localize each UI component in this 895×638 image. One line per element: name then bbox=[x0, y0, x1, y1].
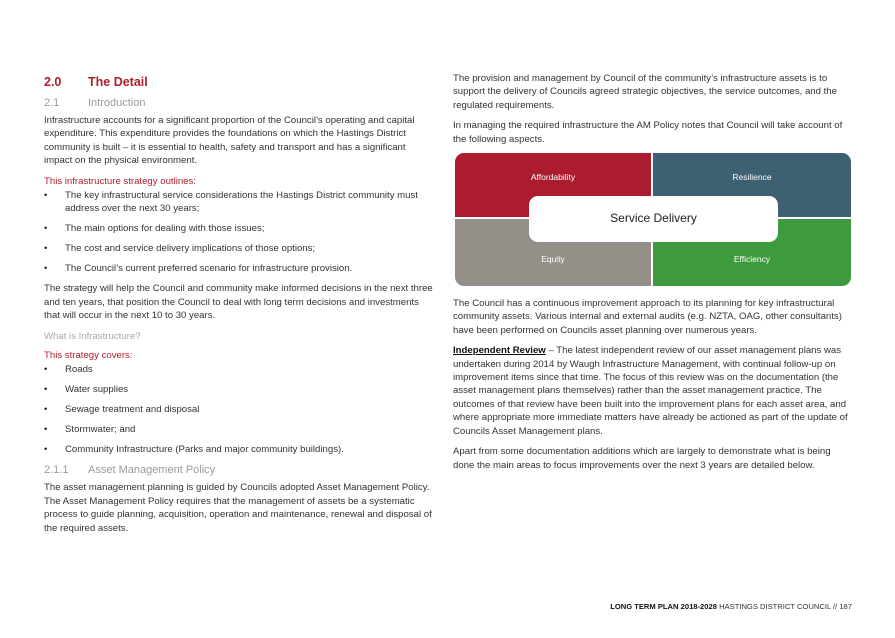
policy-paragraph: The asset management planning is guided by Councils adopted Asset Management Policy. The Asset Management Policy requires that the management of assets be a systematic process to guide planning, acquisition, operation and maintenance, renewal and disposal of the required assets. bbox=[44, 482, 432, 534]
list-item: • Roads bbox=[44, 363, 434, 376]
apart-paragraph: Apart from some documentation additions which are largely to demonstrate what is being done the main areas to focus improvements over the next 3 years are detailed below. bbox=[453, 446, 831, 471]
review-text: – The latest independent review of our asset management plans was undertaken during 2014 by Waugh Infrastructure Management, with continual follow-up on improvement items since that time. The focus of this review was on the documentation (the asset management plans themselves) rather than the asset management practice. The outcomes of that review have been built into the improvement plans for each asset area, and where appropriate more immediate matters have already be actioned as part of the update of Councils Asset Management plans. bbox=[453, 345, 848, 437]
section-number: 2.0 bbox=[44, 75, 62, 89]
managing-paragraph: In managing the required infrastructure the AM Policy notes that Council will take account of the following aspects. bbox=[453, 120, 843, 145]
footer-org: HASTINGS DISTRICT COUNCIL // 187 bbox=[719, 602, 852, 611]
list-item: • Sewage treatment and disposal bbox=[44, 403, 434, 416]
service-delivery-label: Service Delivery bbox=[610, 211, 697, 226]
section-title: The Detail bbox=[88, 75, 148, 89]
review-label: Independent Review bbox=[453, 345, 546, 357]
intro-heading bbox=[44, 96, 434, 111]
intro-paragraph: Infrastructure accounts for a significant proportion of the Council’s operating and capital expenditure. This expenditure provides the foundations on which the Hastings District community is built – it is essential to health, safety and transport and has a significant impact on the physical environment. bbox=[44, 115, 415, 167]
resilience-label: Resilience bbox=[732, 172, 772, 183]
list-item: • The Council’s current preferred scenario for infrastructure provision. bbox=[44, 262, 434, 275]
provision-paragraph: The provision and management by Council of the community’s infrastructure assets is to support the delivery of Councils agreed strategic objectives, the service outcomes, and the regulated requirements. bbox=[453, 73, 837, 111]
footer-title: LONG TERM PLAN 2018-2028 bbox=[610, 602, 717, 611]
list-item: • Community Infrastructure (Parks and major community buildings). bbox=[44, 443, 434, 456]
intro-title: Introduction bbox=[88, 97, 146, 109]
intro-number: 2.1 bbox=[44, 97, 60, 109]
strategy-paragraph: The strategy will help the Council and community make informed decisions in the next three and ten years, that position the Council to deal with long term decisions and investments that will occur in the next 10 to 30 years. bbox=[44, 283, 433, 322]
list-item: • Stormwater; and bbox=[44, 423, 434, 436]
left-column bbox=[44, 72, 434, 542]
efficiency-label: Efficiency bbox=[733, 254, 771, 265]
improvement-paragraph: The Council has a continuous improvement approach to its planning for key infrastructural community assets. Various internal and external audits (e.g. NZTA, OAG, other consultants) have been performed on Councils asset planning over numerous years. bbox=[453, 298, 842, 336]
list-item: • Water supplies bbox=[44, 383, 434, 396]
policy-title: Asset Management Policy bbox=[88, 464, 216, 477]
service-delivery-box bbox=[529, 196, 778, 242]
list-item: • The main options for dealing with those issues; bbox=[44, 222, 434, 235]
policy-heading bbox=[44, 463, 434, 478]
right-column bbox=[453, 72, 851, 479]
list-item: • The cost and service delivery implications of those options; bbox=[44, 242, 434, 255]
covers-label: This strategy covers: bbox=[44, 350, 133, 362]
policy-number: 2.1.1 bbox=[44, 464, 69, 477]
equity-label: Equity bbox=[541, 254, 565, 265]
outline-label: This infrastructure strategy outlines: bbox=[44, 175, 196, 187]
section-heading bbox=[44, 74, 434, 90]
affordability-label: Affordability bbox=[530, 172, 576, 183]
page-footer bbox=[610, 602, 852, 611]
what-is-heading: What is Infrastructure? bbox=[44, 330, 141, 342]
outline-list bbox=[44, 189, 434, 276]
covers-list bbox=[44, 363, 434, 456]
service-delivery-diagram bbox=[455, 153, 851, 286]
review-paragraph bbox=[453, 344, 851, 438]
list-item: • The key infrastructural service considerations the Hastings District community must address over the next 30 years; bbox=[44, 189, 434, 216]
